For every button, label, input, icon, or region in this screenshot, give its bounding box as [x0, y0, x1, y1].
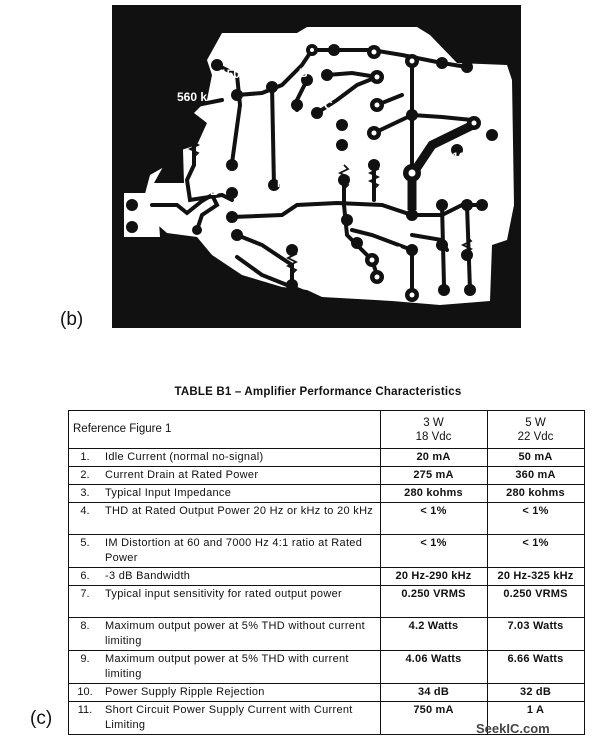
- label-c-top: C: [315, 84, 324, 98]
- row-value-5w: 0.250 VRMS: [487, 586, 584, 618]
- watermark: SeekIC.com: [476, 721, 550, 736]
- pcb-drawing: [112, 5, 521, 328]
- col1-header-line1: 3 W: [423, 416, 444, 429]
- row-value-3w: < 1%: [380, 535, 487, 568]
- row-value-3w: 750 mA: [380, 702, 487, 735]
- col1-header-line2: 18 Vdc: [415, 430, 452, 443]
- row-value-3w: 280 kohms: [380, 485, 487, 503]
- row-value-5w: 32 dB: [487, 684, 584, 702]
- label-1000uf: 1000 μF: [452, 150, 497, 164]
- row-value-3w: 0.250 VRMS: [380, 586, 487, 618]
- row-number: 10.: [69, 684, 102, 702]
- row-value-5w: 6.66 Watts: [487, 651, 584, 684]
- label-c-left1: C: [242, 194, 251, 208]
- row-value-3w: 34 dB: [380, 684, 487, 702]
- table-title: TABLE B1 – Amplifier Performance Characteristics: [174, 386, 462, 398]
- figure-c-label: (c): [30, 708, 53, 729]
- label-560k: 560 k: [177, 90, 208, 104]
- row-description: Short Circuit Power Supply Current with Current Limiting: [101, 702, 380, 735]
- label-e-mid: E: [319, 132, 328, 146]
- row-value-5w: < 1%: [487, 535, 584, 568]
- performance-table: [68, 410, 585, 735]
- table-header-row: [69, 411, 585, 449]
- col1-header: [380, 411, 487, 449]
- reference-header: Reference Figure 1: [69, 411, 381, 449]
- row-number: 1.: [69, 449, 102, 467]
- row-description: Power Supply Ripple Rejection: [101, 684, 380, 702]
- table-row: [69, 651, 585, 684]
- table-row: [69, 449, 585, 467]
- row-number: 9.: [69, 651, 102, 684]
- table-row: [69, 535, 585, 568]
- table-row: [69, 485, 585, 503]
- row-number: 6.: [69, 568, 102, 586]
- label-39k: 3.9 k: [378, 182, 405, 196]
- row-description: Maximum output power at 5% THD with current limiting: [101, 651, 380, 684]
- label-01uf: 0.1 μF: [457, 78, 492, 92]
- label-r10: R10: [380, 244, 403, 258]
- table-row: [69, 684, 585, 702]
- row-value-5w: 7.03 Watts: [487, 618, 584, 651]
- row-number: 4.: [69, 503, 102, 535]
- col2-header-line1: 5 W: [525, 416, 546, 429]
- label-18ohm: 18 Ω: [312, 176, 339, 190]
- row-description: Current Drain at Rated Power: [101, 467, 380, 485]
- row-value-5w: 50 mA: [487, 449, 584, 467]
- row-value-5w: < 1%: [487, 503, 584, 535]
- row-description: IM Distortion at 60 and 7000 Hz 4:1 ratio at Rated Power: [101, 535, 380, 568]
- table-row: [69, 586, 585, 618]
- row-value-3w: 20 mA: [380, 449, 487, 467]
- row-value-5w: 280 kohms: [487, 485, 584, 503]
- label-k: k: [277, 176, 284, 190]
- label-b-left: B: [210, 184, 219, 198]
- label-r5: R5: [302, 246, 318, 260]
- table-row: [69, 467, 585, 485]
- label-b-top: B: [299, 66, 308, 80]
- row-description: Typical input sensitivity for rated output power: [101, 586, 380, 618]
- row-number: 5.: [69, 535, 102, 568]
- row-description: -3 dB Bandwidth: [101, 568, 380, 586]
- label-e-left: E: [164, 212, 173, 226]
- col2-header-line2: 22 Vdc: [517, 430, 554, 443]
- row-value-3w: 20 Hz-290 kHz: [380, 568, 487, 586]
- pcb-layout-figure: [112, 5, 521, 328]
- row-number: 8.: [69, 618, 102, 651]
- row-value-3w: 4.06 Watts: [380, 651, 487, 684]
- label-r9: R9: [428, 94, 444, 108]
- row-value-3w: 4.2 Watts: [380, 618, 487, 651]
- row-description: Maximum output power at 5% THD without current limiting: [101, 618, 380, 651]
- row-value-5w: 1 A: [487, 702, 584, 735]
- row-value-5w: 20 Hz-325 kHz: [487, 568, 584, 586]
- figure-b-label: (b): [60, 309, 84, 330]
- label-150k: 150 k: [220, 67, 251, 81]
- row-value-3w: 275 mA: [380, 467, 487, 485]
- row-description: Typical Input Impedance: [101, 485, 380, 503]
- table-row: [69, 568, 585, 586]
- col2-header: [487, 411, 584, 449]
- row-number: 2.: [69, 467, 102, 485]
- label-one: 1: [480, 272, 487, 286]
- table-row: [69, 618, 585, 651]
- row-value-3w: < 1%: [380, 503, 487, 535]
- label-c-left2: C: [242, 224, 251, 238]
- label-r8: R8: [422, 262, 438, 276]
- row-description: THD at Rated Output Power 20 Hz or kHz to 20 kHz: [101, 503, 380, 535]
- row-description: Idle Current (normal no-signal): [101, 449, 380, 467]
- table-row: [69, 503, 585, 535]
- row-number: 11.: [69, 702, 102, 735]
- row-value-5w: 360 mA: [487, 467, 584, 485]
- row-number: 7.: [69, 586, 102, 618]
- row-number: 3.: [69, 485, 102, 503]
- label-c-mid: C: [324, 98, 333, 112]
- label-b-mid: B: [353, 111, 362, 125]
